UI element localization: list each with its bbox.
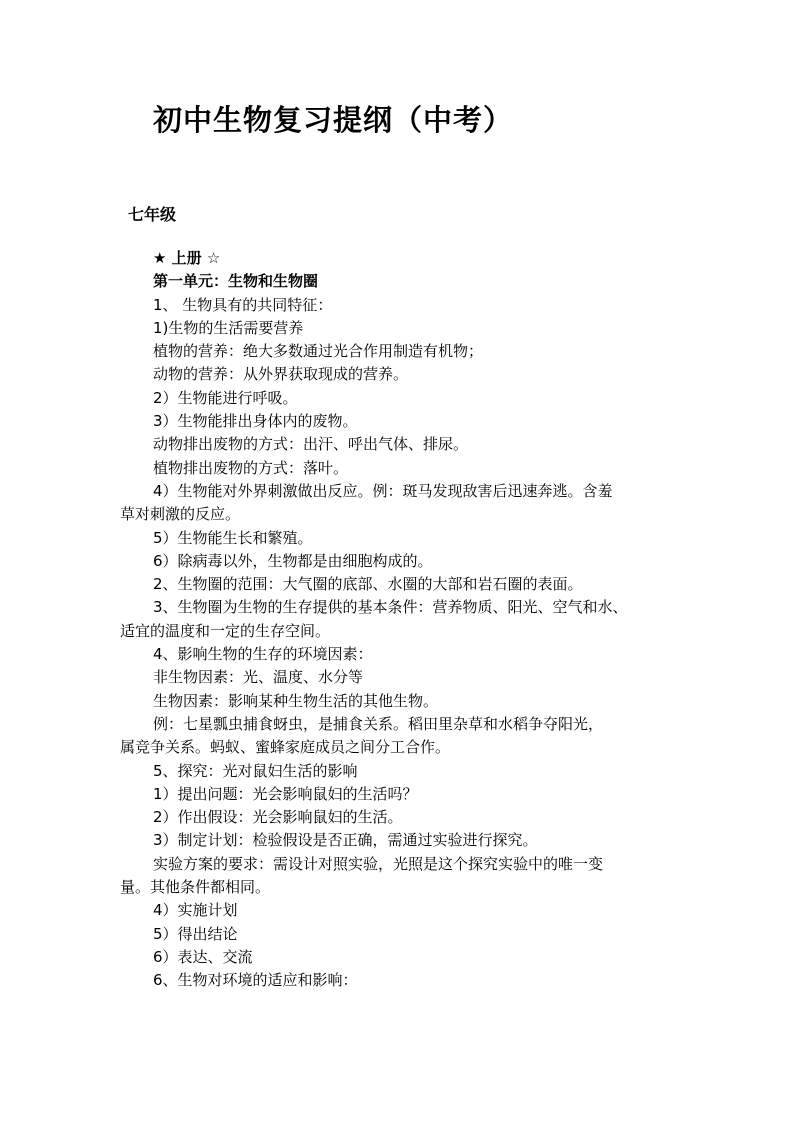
text-line: 1)生物的生活需要营养 — [153, 318, 304, 337]
text-line: 6）表达、交流 — [153, 947, 253, 966]
text-line: 实验方案的要求：需设计对照实验，光照是这个探究实验中的唯一变 — [153, 854, 604, 873]
text-line: 3）生物能排出身体内的废物。 — [153, 412, 358, 431]
text-line: 2、生物圈的范围：大气圈的底部、水圈的大部和岩石圈的表面。 — [153, 575, 583, 594]
volume-heading: ★ 上册 ☆ — [153, 249, 221, 267]
text-line: 生物因素：影响某种生物生活的其他生物。 — [153, 691, 439, 710]
document-title: 初中生物复习提纲（中考） — [153, 103, 514, 137]
text-line: 5、探究：光对鼠妇生活的影响 — [153, 761, 358, 780]
document-body — [120, 247, 676, 993]
text-line: 植物排出废物的方式：落叶。 — [153, 458, 349, 477]
text-line: 2）作出假设：光会影响鼠妇的生活。 — [153, 808, 403, 827]
text-line: 3、生物圈为生物的生存提供的基本条件：营养物质、阳光、空气和水、 — [153, 598, 628, 617]
text-line: 例：七星瓢虫捕食蚜虫，是捕食关系。稻田里杂草和水稻争夺阳光， — [153, 714, 604, 733]
text-line: 5）生物能生长和繁殖。 — [153, 528, 313, 547]
text-line: 草对刺激的反应。 — [120, 505, 241, 524]
text-line: 6、生物对环境的适应和影响： — [153, 971, 358, 990]
text-line: 动物的营养：从外界获取现成的营养。 — [153, 365, 409, 384]
text-line: 1）提出问题：光会影响鼠妇的生活吗？ — [153, 784, 418, 803]
text-line: 适宜的温度和一定的生存空间。 — [120, 621, 331, 640]
text-line: 量。其他条件都相同。 — [120, 878, 271, 897]
text-line: 5）得出结论 — [153, 924, 238, 943]
grade-heading: 七年级 — [128, 205, 177, 224]
text-line: 1、 生物具有的共同特征： — [153, 295, 333, 314]
text-line: 4）生物能对外界刺激做出反应。例：斑马发现敌害后迅速奔逃。含羞 — [153, 481, 613, 500]
text-line: 2）生物能进行呼吸。 — [153, 388, 298, 407]
text-line: 非生物因素：光、温度、水分等 — [153, 668, 364, 687]
text-line: 3）制定计划：检验假设是否正确，需通过实验进行探究。 — [153, 831, 538, 850]
text-line: 6）除病毒以外，生物都是由细胞构成的。 — [153, 551, 433, 570]
text-line: 动物排出废物的方式：出汗、呼出气体、排尿。 — [153, 435, 469, 454]
unit-heading: 第一单元：生物和生物圈 — [153, 272, 319, 291]
text-line: 4）实施计划 — [153, 901, 238, 920]
text-line: 属竞争关系。蚂蚁、蜜蜂家庭成员之间分工合作。 — [120, 738, 451, 757]
text-line: 4、影响生物的生存的环境因素： — [153, 645, 373, 664]
text-line: 植物的营养：绝大多数通过光合作用制造有机物； — [153, 342, 484, 361]
